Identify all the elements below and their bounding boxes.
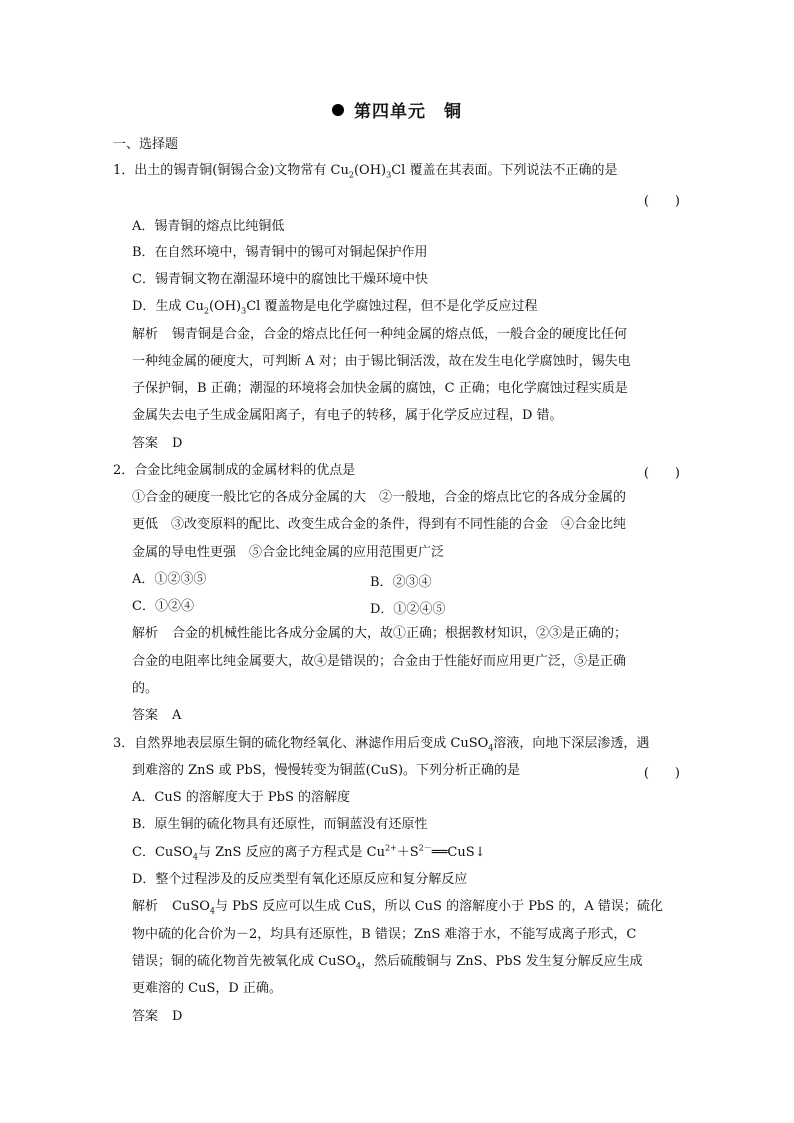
analysis-label: 解析 bbox=[132, 626, 159, 641]
question-2-option-b: B．②③④ bbox=[370, 575, 432, 590]
question-3-option-c: C．CuSO$_4$与 ZnS 反应的离子方程式是 $Cu^{2+}+S^{2-}══CuS↓$ bbox=[132, 843, 486, 862]
bullet-dot-icon bbox=[332, 104, 344, 116]
question-1-option-a: A．锡青铜的熔点比纯铜低 bbox=[132, 219, 285, 234]
question-3-answer-blank: ( ) bbox=[643, 766, 680, 781]
question-2-statement-line: 金属的导电性更强 ⑤合金比纯金属的应用范围更广泛 bbox=[132, 545, 445, 560]
question-2-analysis-line: 的。 bbox=[132, 681, 159, 696]
question-1-analysis-line: 解析 锡青铜是合金，合金的熔点比任何一种纯金属的熔点低，一般合金的硬度比任何 bbox=[132, 327, 628, 342]
question-2-statement-line: 更低 ③改变原料的配比、改变生成合金的条件，得到有不同性能的合金 ④合金比纯 bbox=[132, 517, 627, 532]
question-1-stem: 1．出土的锡青铜(铜锡合金)文物常有 $Cu_2(OH)_3Cl$ 覆盖在其表面。下列说法不正确的是 bbox=[113, 163, 618, 180]
question-1-answer: 答案 D bbox=[132, 436, 183, 451]
question-1-analysis-line: 一种纯金属的硬度大，可判断 A 对；由于锡比铜活泼，故在发生电化学腐蚀时，锡失电 bbox=[132, 354, 631, 369]
question-2-option-c: C．①②④ bbox=[132, 599, 194, 614]
question-3-option-a: A．CuS 的溶解度大于 PbS 的溶解度 bbox=[132, 790, 350, 805]
answer-label: 答案 bbox=[132, 708, 159, 723]
question-2-analysis-line: 解析 合金的机械性能比各成分金属的大，故①正确；根据教材知识，②③是正确的； bbox=[132, 626, 628, 641]
page-title: 第四单元 铜 bbox=[0, 97, 794, 122]
question-2-analysis-line: 合金的电阻率比纯金属要大，故④是错误的；合金由于性能好而应用更广泛，⑤是正确 bbox=[132, 654, 627, 669]
question-3-stem-line: 到难溶的 ZnS 或 PbS，慢慢转变为铜蓝(CuS)。下列分析正确的是 bbox=[132, 763, 521, 778]
question-3-analysis-line: 更难溶的 CuS，D 正确。 bbox=[132, 981, 282, 996]
question-1-option-d: D．生成 $Cu_2(OH)_3Cl$ 覆盖物是电化学腐蚀过程，但不是化学反应过程 bbox=[132, 299, 538, 316]
analysis-label: 解析 bbox=[132, 899, 159, 914]
question-3-answer: 答案 D bbox=[132, 1009, 183, 1024]
question-2-option-a: A．①②③⑤ bbox=[132, 572, 207, 587]
question-3-option-d: D．整个过程涉及的反应类型有氧化还原反应和复分解反应 bbox=[132, 872, 468, 887]
section-heading: 一、选择题 bbox=[113, 137, 179, 152]
question-3-analysis-line: 物中硫的化合价为－2，均具有还原性，B 错误；ZnS 难溶于水，不能写成离子形式，C bbox=[132, 927, 637, 942]
question-2-answer: 答案 A bbox=[132, 708, 182, 723]
question-2-answer-blank: ( ) bbox=[643, 466, 680, 481]
question-1-analysis-line: 金属失去电子生成金属阳离子，有电子的转移，属于化学反应过程，D 错。 bbox=[132, 408, 563, 423]
analysis-label: 解析 bbox=[132, 327, 159, 342]
question-1-answer-blank: ( ) bbox=[643, 194, 680, 209]
question-3-stem: 3．自然界地表层原生铜的硫化物经氧化、淋滤作用后变成 CuSO$_4$溶液，向地下深层渗透，遇 bbox=[113, 736, 650, 753]
question-1-analysis-line: 子保护铜，B 正确；潮湿的环境将会加快金属的腐蚀，C 正确；电化学腐蚀过程实质是 bbox=[132, 381, 628, 396]
question-3-option-b: B．原生铜的硫化物具有还原性，而铜蓝没有还原性 bbox=[132, 817, 428, 832]
question-1-option-b: B．在自然环境中，锡青铜中的锡可对铜起保护作用 bbox=[132, 245, 428, 260]
question-2-option-d: D．①②④⑤ bbox=[370, 602, 446, 617]
question-1-option-c: C．锡青铜文物在潮湿环境中的腐蚀比干燥环境中快 bbox=[132, 272, 428, 287]
answer-label: 答案 bbox=[132, 1009, 159, 1024]
question-3-analysis-line: 错误；铜的硫化物首先被氧化成 CuSO$_4$，然后硫酸铜与 ZnS、PbS 发生复分解反应生成 bbox=[132, 954, 643, 971]
question-3-analysis-line: 解析 CuSO$_4$与 PbS 反应可以生成 CuS，所以 CuS 的溶解度小于 PbS 的，A 错误；硫化 bbox=[132, 899, 663, 916]
question-2-statement-line: ①合金的硬度一般比它的各成分金属的大 ②一般地，合金的熔点比它的各成分金属的 bbox=[132, 490, 627, 505]
question-2-stem: 2．合金比纯金属制成的金属材料的优点是 bbox=[113, 463, 356, 478]
answer-label: 答案 bbox=[132, 436, 159, 451]
